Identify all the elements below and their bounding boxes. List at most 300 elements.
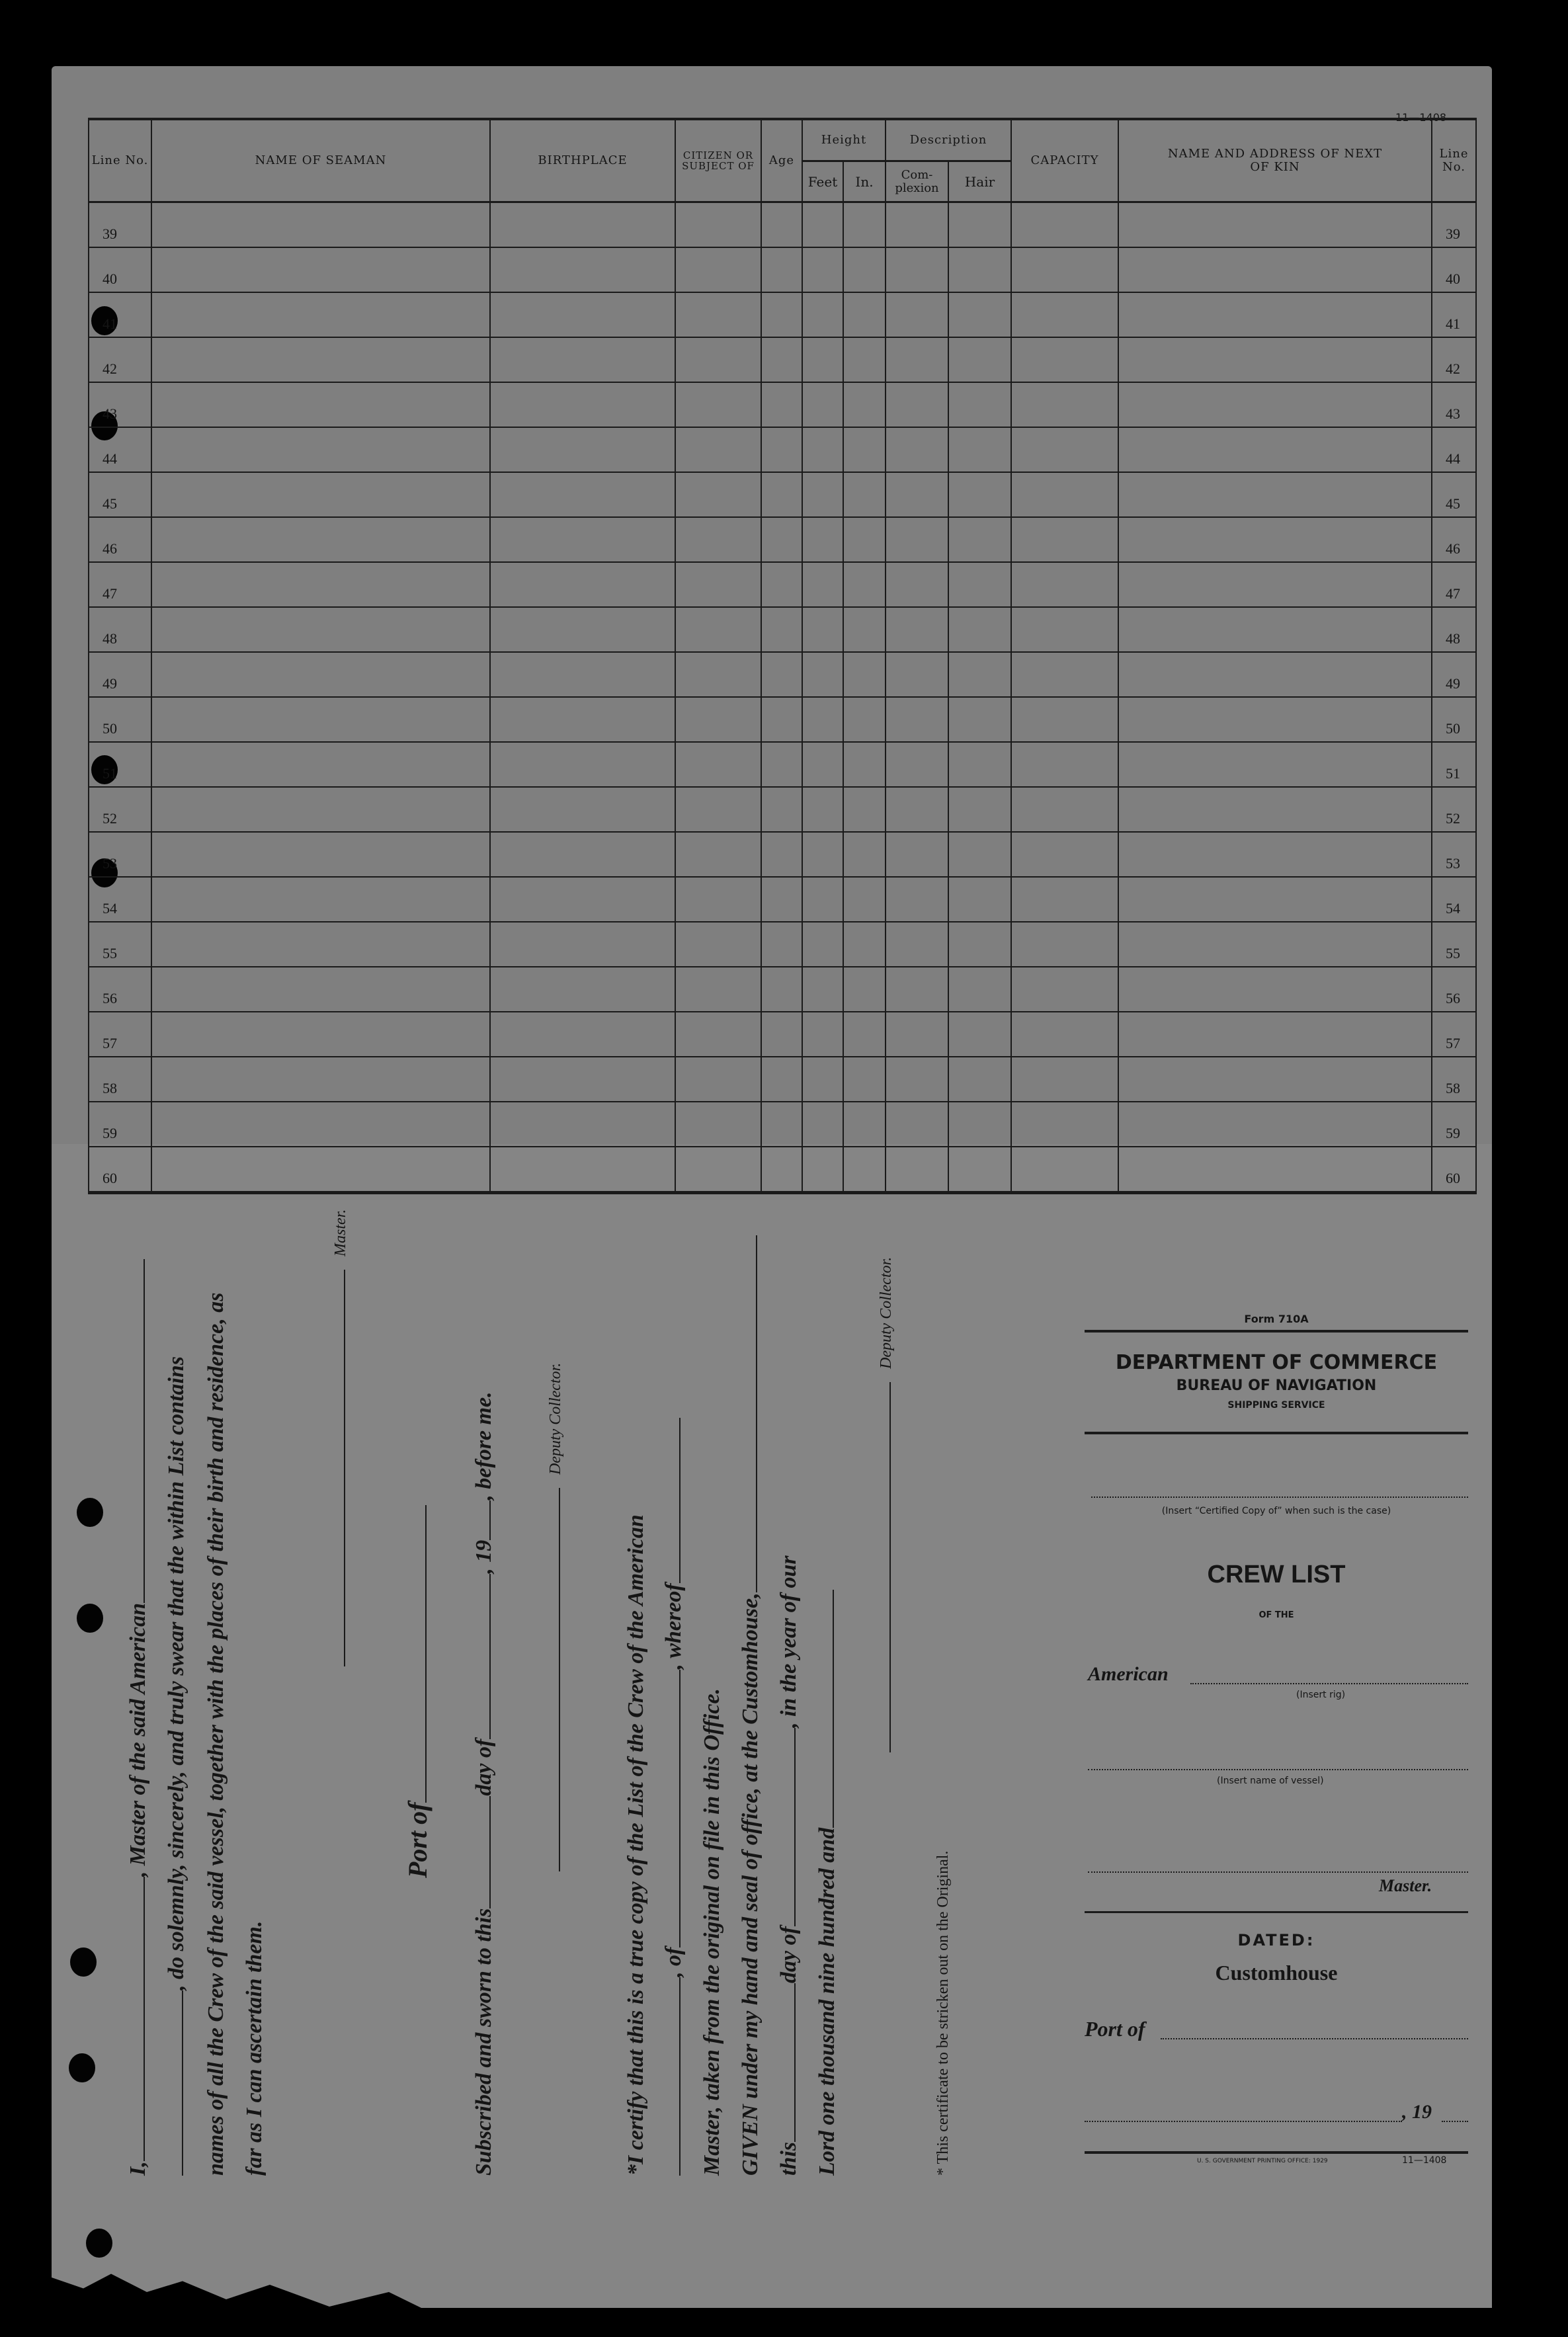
table-cell[interactable]: [1011, 967, 1118, 1012]
table-cell[interactable]: [675, 562, 761, 607]
line-number: 49: [89, 652, 151, 697]
table-cell[interactable]: [1011, 652, 1118, 697]
table-cell[interactable]: [675, 742, 761, 787]
master-signature-line: [328, 1270, 345, 1666]
table-cell[interactable]: [843, 517, 886, 562]
table-cell[interactable]: [802, 472, 843, 517]
line-number: 42: [89, 337, 151, 382]
table-cell[interactable]: [490, 292, 675, 337]
table-cell[interactable]: [675, 472, 761, 517]
table-row: [89, 472, 1476, 517]
bureau-title: BUREAU OF NAVIGATION: [1176, 1377, 1377, 1394]
table-cell[interactable]: [843, 562, 886, 607]
table-cell[interactable]: [761, 1057, 802, 1102]
table-cell[interactable]: [1118, 832, 1432, 877]
form-cover: [1085, 1313, 1468, 2172]
table-cell[interactable]: [1118, 652, 1432, 697]
table-cell[interactable]: [843, 337, 886, 382]
table-row: [89, 1057, 1476, 1102]
table-cell[interactable]: [761, 652, 802, 697]
table-cell[interactable]: [886, 562, 948, 607]
table-row: [89, 967, 1476, 1012]
header-age: Age: [761, 119, 802, 202]
table-cell[interactable]: [151, 832, 490, 877]
table-cell[interactable]: [675, 382, 761, 427]
table-cell[interactable]: [1118, 742, 1432, 787]
table-cell[interactable]: [948, 247, 1011, 292]
table-cell[interactable]: [802, 292, 843, 337]
table-cell[interactable]: [886, 742, 948, 787]
table-cell[interactable]: [490, 382, 675, 427]
table-cell[interactable]: [886, 787, 948, 832]
table-cell[interactable]: [675, 1012, 761, 1057]
table-cell[interactable]: [151, 742, 490, 787]
dated-label: DATED:: [1237, 1931, 1315, 1949]
table-cell[interactable]: [151, 607, 490, 652]
table-cell[interactable]: [1118, 337, 1432, 382]
table-cell[interactable]: [1118, 472, 1432, 517]
line-number-right: 56: [1432, 967, 1476, 1012]
table-row: [89, 1012, 1476, 1057]
table-cell[interactable]: [490, 1147, 675, 1193]
table-cell[interactable]: [490, 742, 675, 787]
table-cell[interactable]: [948, 877, 1011, 922]
table-cell[interactable]: [843, 382, 886, 427]
certified-copy-blank: [1091, 1496, 1468, 1498]
table-cell[interactable]: [843, 427, 886, 472]
oath-year-19: , 19: [472, 1539, 496, 1574]
table-cell[interactable]: [1011, 1147, 1118, 1193]
cover-rule-3: [1085, 1911, 1468, 1913]
punch-hole-icon: [86, 2229, 112, 2258]
table-cell[interactable]: [843, 472, 886, 517]
table-cell[interactable]: [490, 1102, 675, 1147]
table-cell[interactable]: [1011, 832, 1118, 877]
line-number-right: 45: [1432, 472, 1476, 517]
table-cell[interactable]: [948, 832, 1011, 877]
table-cell[interactable]: [843, 1012, 886, 1057]
table-cell[interactable]: [761, 832, 802, 877]
table-cell[interactable]: [675, 1147, 761, 1193]
table-cell[interactable]: [761, 292, 802, 337]
table-cell[interactable]: [843, 1102, 886, 1147]
oath-certify: *I certify that this is a true copy of the List of the Crew of the American: [624, 1514, 648, 2176]
oath-master-of: , Master of the said American: [126, 1602, 150, 1877]
table-cell[interactable]: [1118, 427, 1432, 472]
table-cell[interactable]: [802, 652, 843, 697]
master-label: Master.: [332, 1209, 349, 1256]
table-cell[interactable]: [886, 967, 948, 1012]
table-cell[interactable]: [490, 337, 675, 382]
table-cell[interactable]: [886, 247, 948, 292]
table-cell[interactable]: [675, 1057, 761, 1102]
table-cell[interactable]: [675, 922, 761, 967]
table-cell[interactable]: [761, 742, 802, 787]
table-cell[interactable]: [886, 472, 948, 517]
table-cell[interactable]: [151, 337, 490, 382]
table-cell[interactable]: [802, 337, 843, 382]
table-cell[interactable]: [843, 922, 886, 967]
table-cell[interactable]: [490, 697, 675, 742]
header-capacity: CAPACITY: [1011, 119, 1118, 202]
table-cell[interactable]: [151, 1057, 490, 1102]
oath-given: GIVEN under my hand and seal of office, at the Customhouse,: [738, 1592, 763, 2176]
table-cell[interactable]: [1118, 967, 1432, 1012]
table-cell[interactable]: [151, 292, 490, 337]
cert-year-blank: [817, 1590, 834, 1828]
header-hair: Hair: [948, 161, 1011, 202]
table-cell[interactable]: [675, 877, 761, 922]
table-cell[interactable]: [761, 562, 802, 607]
table-cell[interactable]: [948, 337, 1011, 382]
table-cell[interactable]: [1118, 517, 1432, 562]
table-cell[interactable]: [1011, 562, 1118, 607]
table-cell[interactable]: [886, 382, 948, 427]
table-cell[interactable]: [151, 967, 490, 1012]
table-cell[interactable]: [1118, 247, 1432, 292]
line-number-right: 42: [1432, 337, 1476, 382]
insert-certified-note: (Insert “Certified Copy of” when such is the case): [1161, 1506, 1391, 1516]
table-cell[interactable]: [843, 832, 886, 877]
table-cell[interactable]: [886, 697, 948, 742]
line-number-right: 50: [1432, 697, 1476, 742]
cover-date-blank: [1085, 2121, 1402, 2122]
table-cell[interactable]: [802, 832, 843, 877]
table-cell[interactable]: [761, 472, 802, 517]
table-cell[interactable]: [490, 1012, 675, 1057]
table-cell[interactable]: [948, 427, 1011, 472]
customhouse-label: Customhouse: [1215, 1961, 1338, 1985]
line-number-right: 55: [1432, 922, 1476, 967]
table-cell[interactable]: [1011, 382, 1118, 427]
table-cell[interactable]: [1011, 1012, 1118, 1057]
collector-signature-line-2: [874, 1382, 891, 1752]
table-cell[interactable]: [948, 1012, 1011, 1057]
table-cell[interactable]: [1118, 607, 1432, 652]
table-cell[interactable]: [490, 1057, 675, 1102]
table-cell[interactable]: [802, 742, 843, 787]
table-cell[interactable]: [151, 427, 490, 472]
table-cell[interactable]: [886, 1057, 948, 1102]
line-number-right: 43: [1432, 382, 1476, 427]
table-cell[interactable]: [802, 697, 843, 742]
table-cell[interactable]: [675, 652, 761, 697]
table-cell[interactable]: [1011, 877, 1118, 922]
table-cell[interactable]: [675, 832, 761, 877]
table-cell[interactable]: [675, 607, 761, 652]
table-cell[interactable]: [675, 787, 761, 832]
master-name-line: [1088, 1871, 1468, 1873]
table-cell[interactable]: [151, 1102, 490, 1147]
table-cell[interactable]: [151, 1012, 490, 1057]
table-cell[interactable]: [886, 202, 948, 248]
table-cell[interactable]: [948, 1102, 1011, 1147]
line-number: 56: [89, 967, 151, 1012]
oath-day-of-2: day of: [776, 1926, 801, 1983]
table-cell[interactable]: [843, 292, 886, 337]
table-cell[interactable]: [1011, 697, 1118, 742]
table-cell[interactable]: [761, 967, 802, 1012]
cover-rule-2: [1085, 1432, 1468, 1434]
table-cell[interactable]: [675, 517, 761, 562]
cert-master-blank: [663, 1418, 681, 1583]
table-cell[interactable]: [1118, 202, 1432, 248]
oath-year-of-our: , in the year of our: [776, 1555, 801, 1729]
table-cell[interactable]: [886, 1012, 948, 1057]
table-cell[interactable]: [1011, 787, 1118, 832]
table-cell[interactable]: [948, 967, 1011, 1012]
table-cell[interactable]: [1011, 247, 1118, 292]
table-cell[interactable]: [675, 967, 761, 1012]
table-row: [89, 922, 1476, 967]
table-cell[interactable]: [151, 787, 490, 832]
table-cell[interactable]: [802, 517, 843, 562]
table-cell[interactable]: [761, 877, 802, 922]
table-cell[interactable]: [886, 652, 948, 697]
table-cell[interactable]: [490, 652, 675, 697]
table-cell[interactable]: [1011, 1057, 1118, 1102]
table-cell[interactable]: [948, 1057, 1011, 1102]
table-cell[interactable]: [761, 427, 802, 472]
table-cell[interactable]: [675, 292, 761, 337]
line-number-right: 60: [1432, 1147, 1476, 1193]
master-name-blank: [128, 1877, 145, 2161]
oath-block: [98, 1197, 1050, 2176]
table-cell[interactable]: [1118, 1102, 1432, 1147]
table-cell[interactable]: [886, 877, 948, 922]
table-cell[interactable]: [1118, 1012, 1432, 1057]
table-cell[interactable]: [1011, 292, 1118, 337]
table-cell[interactable]: [802, 1102, 843, 1147]
oath-taken-from: Master, taken from the original on file in this Office.: [700, 1688, 724, 2176]
table-cell[interactable]: [1118, 382, 1432, 427]
month-blank: [474, 1574, 491, 1739]
header-birthplace: BIRTHPLACE: [490, 119, 675, 202]
printer-imprint: U. S. GOVERNMENT PRINTING OFFICE: 1929: [1197, 2158, 1328, 2164]
table-cell[interactable]: [490, 607, 675, 652]
table-cell[interactable]: [1118, 922, 1432, 967]
table-cell[interactable]: [675, 1102, 761, 1147]
table-cell[interactable]: [1118, 562, 1432, 607]
line-number: 43: [89, 382, 151, 427]
table-cell[interactable]: [1011, 427, 1118, 472]
table-row: [89, 652, 1476, 697]
table-cell[interactable]: [761, 607, 802, 652]
table-cell[interactable]: [490, 202, 675, 248]
line-number: 58: [89, 1057, 151, 1102]
table-cell[interactable]: [843, 787, 886, 832]
table-cell[interactable]: [490, 562, 675, 607]
line-number: 44: [89, 427, 151, 472]
table-cell[interactable]: [843, 697, 886, 742]
header-line-no: Line No.: [89, 119, 151, 202]
table-cell[interactable]: [802, 607, 843, 652]
table-cell[interactable]: [761, 1147, 802, 1193]
table-cell[interactable]: [1118, 877, 1432, 922]
table-cell[interactable]: [1011, 337, 1118, 382]
table-cell[interactable]: [886, 832, 948, 877]
table-cell[interactable]: [843, 247, 886, 292]
table-cell[interactable]: [675, 427, 761, 472]
table-cell[interactable]: [802, 1057, 843, 1102]
table-cell[interactable]: [886, 1147, 948, 1193]
table-cell[interactable]: [843, 877, 886, 922]
table-cell[interactable]: [1011, 517, 1118, 562]
table-cell[interactable]: [675, 202, 761, 248]
table-cell[interactable]: [948, 382, 1011, 427]
crew-list-title: CREW LIST: [1207, 1561, 1346, 1588]
line-number-right: 44: [1432, 427, 1476, 472]
table-cell[interactable]: [490, 832, 675, 877]
table-cell[interactable]: [1011, 1102, 1118, 1147]
table-cell[interactable]: [675, 697, 761, 742]
table-cell[interactable]: [490, 472, 675, 517]
line-number: 57: [89, 1012, 151, 1057]
table-cell[interactable]: [151, 922, 490, 967]
table-cell[interactable]: [1011, 922, 1118, 967]
table-cell[interactable]: [490, 247, 675, 292]
table-cell[interactable]: [761, 382, 802, 427]
line-number-right: 46: [1432, 517, 1476, 562]
table-cell[interactable]: [948, 787, 1011, 832]
table-cell[interactable]: [802, 1147, 843, 1193]
table-cell[interactable]: [948, 562, 1011, 607]
line-number: 46: [89, 517, 151, 562]
insert-rig-note: (Insert rig): [1296, 1690, 1346, 1700]
table-cell[interactable]: [761, 1012, 802, 1057]
table-cell[interactable]: [802, 922, 843, 967]
table-cell[interactable]: [802, 202, 843, 248]
line-number: 48: [89, 607, 151, 652]
cover-port-of: Port of: [1085, 2017, 1145, 2041]
cert-vessel-blank: [663, 1977, 681, 2176]
oath-ascertain: far as I can ascertain them.: [242, 1920, 267, 2176]
table-cell[interactable]: [843, 202, 886, 248]
table-cell[interactable]: [490, 427, 675, 472]
table-cell[interactable]: [761, 247, 802, 292]
day-blank: [474, 1796, 491, 1908]
table-cell[interactable]: [151, 562, 490, 607]
table-cell[interactable]: [843, 652, 886, 697]
table-cell[interactable]: [802, 1012, 843, 1057]
table-row: [89, 787, 1476, 832]
table-cell[interactable]: [151, 382, 490, 427]
table-cell[interactable]: [151, 517, 490, 562]
table-cell[interactable]: [802, 562, 843, 607]
crew-table: [88, 118, 1477, 1194]
table-cell[interactable]: [761, 697, 802, 742]
table-cell[interactable]: [948, 607, 1011, 652]
table-cell[interactable]: [151, 877, 490, 922]
table-cell[interactable]: [151, 652, 490, 697]
table-cell[interactable]: [490, 877, 675, 922]
table-cell[interactable]: [802, 427, 843, 472]
table-cell[interactable]: [948, 517, 1011, 562]
table-cell[interactable]: [843, 607, 886, 652]
american-label: American: [1088, 1663, 1169, 1685]
table-cell[interactable]: [843, 967, 886, 1012]
table-cell[interactable]: [151, 202, 490, 248]
line-number-right: 52: [1432, 787, 1476, 832]
table-cell[interactable]: [1011, 202, 1118, 248]
line-number-right: 54: [1432, 877, 1476, 922]
header-citizen: CITIZEN OR SUBJECT OF: [675, 119, 761, 202]
table-cell[interactable]: [1011, 607, 1118, 652]
table-cell[interactable]: [761, 517, 802, 562]
table-cell[interactable]: [886, 1102, 948, 1147]
table-cell[interactable]: [843, 742, 886, 787]
table-cell[interactable]: [948, 202, 1011, 248]
table-cell[interactable]: [151, 472, 490, 517]
table-cell[interactable]: [761, 202, 802, 248]
table-row: [89, 1102, 1476, 1147]
table-cell[interactable]: [886, 337, 948, 382]
table-cell[interactable]: [675, 337, 761, 382]
table-cell[interactable]: [886, 922, 948, 967]
table-cell[interactable]: [151, 1147, 490, 1193]
table-cell[interactable]: [1118, 697, 1432, 742]
oath-names: names of all the Crew of the said vessel, together with the places of their birth and residence, as: [204, 1292, 228, 2176]
table-cell[interactable]: [1118, 1057, 1432, 1102]
table-cell[interactable]: [1011, 742, 1118, 787]
table-row: [89, 202, 1476, 248]
table-cell[interactable]: [761, 787, 802, 832]
table-cell[interactable]: [802, 247, 843, 292]
cover-rule-top: [1085, 1330, 1468, 1332]
table-cell[interactable]: [948, 652, 1011, 697]
rig-blank: [1190, 1683, 1468, 1684]
table-cell[interactable]: [802, 382, 843, 427]
table-cell[interactable]: [948, 472, 1011, 517]
table-cell[interactable]: [490, 517, 675, 562]
oath-swear: , do solemnly, sincerely, and truly swear that the within List contains: [164, 1356, 188, 1990]
certificate-footnote: * This certificate to be stricken out on the Original.: [934, 1850, 952, 2176]
table-cell[interactable]: [761, 1102, 802, 1147]
table-cell[interactable]: [843, 1147, 886, 1193]
table-cell[interactable]: [948, 742, 1011, 787]
line-number-right: 51: [1432, 742, 1476, 787]
table-cell[interactable]: [886, 517, 948, 562]
table-cell[interactable]: [886, 292, 948, 337]
table-cell[interactable]: [151, 697, 490, 742]
table-cell[interactable]: [490, 967, 675, 1012]
table-cell[interactable]: [886, 607, 948, 652]
table-cell[interactable]: [761, 922, 802, 967]
table-cell[interactable]: [675, 247, 761, 292]
table-cell[interactable]: [948, 697, 1011, 742]
table-cell[interactable]: [948, 292, 1011, 337]
table-cell[interactable]: [886, 427, 948, 472]
table-cell[interactable]: [948, 922, 1011, 967]
table-cell[interactable]: [151, 247, 490, 292]
table-cell[interactable]: [802, 787, 843, 832]
table-row: [89, 382, 1476, 427]
vessel-blank-2: [166, 1990, 183, 2176]
table-cell[interactable]: [843, 1057, 886, 1102]
table-cell[interactable]: [802, 967, 843, 1012]
cover-year-19: , 19: [1402, 2101, 1432, 2123]
table-cell[interactable]: [1011, 472, 1118, 517]
table-cell[interactable]: [490, 922, 675, 967]
table-cell[interactable]: [761, 337, 802, 382]
table-cell[interactable]: [1118, 1147, 1432, 1193]
table-cell[interactable]: [1118, 292, 1432, 337]
line-number: 60: [89, 1147, 151, 1193]
table-cell[interactable]: [490, 787, 675, 832]
table-cell[interactable]: [1118, 787, 1432, 832]
table-cell[interactable]: [948, 1147, 1011, 1193]
table-cell[interactable]: [802, 877, 843, 922]
